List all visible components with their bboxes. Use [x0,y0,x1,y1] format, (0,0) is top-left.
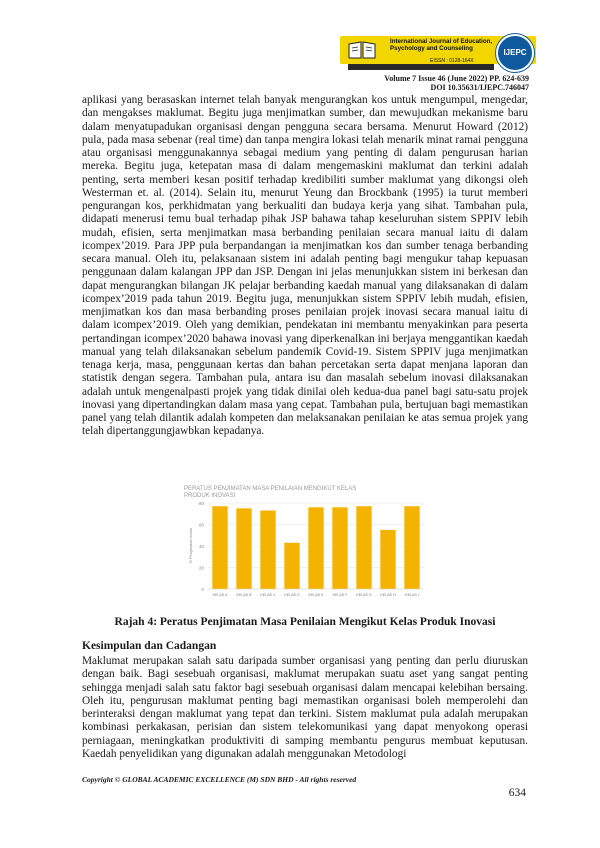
y-tick-label: 20 [198,565,204,571]
journal-logo-stripe [348,64,494,70]
y-tick-label: 80 [198,501,204,506]
bar-kelas-h [380,530,395,589]
page-number: 634 [508,787,526,799]
bar-kelas-i [404,506,419,589]
journal-badge: IJEPC [496,34,534,72]
x-tick-label: KELAS H [380,593,396,597]
bar-chart [178,481,432,613]
x-tick-label: KELAS B [236,593,252,597]
x-tick-label: KELAS F [332,593,348,597]
x-tick-label: KELAS C [260,593,276,597]
x-tick-label: KELAS E [308,593,324,597]
x-tick-label: KELAS I [405,593,419,597]
volume-line: Volume 7 Issue 46 (June 2022) PP. 624-639 [384,74,529,83]
doi-line: DOI 10.35631/IJEPC.746047 [430,83,529,92]
y-tick-label: 60 [198,522,204,528]
y-tick-label: 40 [198,544,204,549]
book-logo-icon [347,40,377,60]
copyright-notice: Copyright © GLOBAL ACADEMIC EXCELLENCE (M) SDN BHD - All rights reserved [82,775,357,784]
body-paragraph-2: Maklumat merupakan salah satu daripada sumber organisasi yang penting dan perlu diuruskan dengan baik. Bagi sesebuah organisasi, maklumat merupakan suatu aset yang sangat penting sehingga menjadi salah satu faktor bagi sesebuah organisasi dalam mencapai kelebihan bersaing. Oleh itu, pengurusan maklumat penting bagi memastikan organisasi boleh memperolehi dan berinteraksi dengan maklumat yang tepat dan terkini. Sistem maklumat pula adalah merupakan kombinasi perkakasan, perisian dan sistem telekomunikasi yang dapat menyokong operasi perniagaan, meningkatkan produktiviti di samping membantu pengurus membuat keputusan. Kaedah penyelidikan yang digunakan adalah menggunakan Metodologi [82,655,528,760]
y-axis-label: % Penjimatan masa [188,528,193,564]
body-paragraph-1: aplikasi yang berasaskan internet telah banyak mengurangkan kos untuk mengumpul, mengedar, dan mengakses maklumat. Begitu juga menjimatkan sumber, dan mewujudkan mekanisme baru dalam menyatupadukan organisasi dengan pengguna secara bersama. Menurut Howard (2012) pula, pada masa sebenar (real time) dan tanpa mengira lokasi telah menarik minat ramai pengguna atau organisasi menggunakannya sebagai medium yang penting di dalam pengurusan harian mereka. Begitu juga, ketepatan masa di dalam mengemaskini maklumat dan terkini adalah penting, serta memberi kesan positif terhadap kredibiliti sumber maklumat yang dikongsi oleh Westerman et. al. (2014). Selain itu, menurut Yeung dan Brockbank (1995) ia turut memberi pengurangan kos, perkhidmatan yang berkualiti dan budaya kerja yang sihat. Tambahan pula, didapati menerusi temu bual terhadap pihak JSP bahawa tahap keseluruhan sistem SPPIV lebih mudah, efisien, serta menjimatkan masa berbanding penilaian secara manual iaitu di dalam icompex’2019. Para JPP pula berpandangan ia menjimatkan kos dan sumber tenaga berbanding secara manual. Oleh itu, pelaksanaan sistem ini adalah penting bagi mengukur tahap kepuasan penggunaan dalam kalangan JPP dan JSP. Dengan ini jelas menunjukkan sistem ini berkesan dan dapat mengurangkan bilangan JK pelajar berbanding kaedah manual yang dilaksanakan di dalam icompex’2019 pada tahun 2019. Begitu juga, menunjukkan sistem SPPIV lebih mudah, efisien, menjimatkan kos dan masa berbanding proses penilaian projek inovasi secara manual iaitu di dalam icompex’2019. Oleh yang demikian, pendekatan ini membantu menyakinkan para peserta pertandingan icompex’2020 bahawa inovasi yang diperkenalkan ini berjaya menggantikan kaedah manual yang telah dilaksanakan sebelum pandemik Covid-19. Sistem SPPIV juga menjimatkan tenaga kerja, masa, penggunaan kertas dan bahan percetakan serta dapat menjana laporan dan statistik dengan segera. Tambahan pula, antara isu dan masalah sebelum inovasi dilaksanakan adalah untuk mengenalpasti projek yang tidak dinilai oleh kedua-dua panel bagi satu-satu projek inovasi yang dipertandingkan dalam masa yang cepat. Tambahan pula, bertujuan bagi memastikan panel yang telah dilantik adalah kompeten dan melaksanakan penilaian ke atas semua projek yang telah dipertanggungjawbkan kepadanya. [82,94,528,438]
bar-kelas-f [332,507,347,589]
section-title: Kesimpulan dan Cadangan [82,640,217,652]
x-tick-label: KELAS A [212,593,228,597]
bar-kelas-g [356,506,371,589]
bar-kelas-a [212,506,227,589]
journal-name: International Journal of Education, Psychology and Counseling [390,38,493,52]
journal-eissn: EISSN : 0128-164X [430,58,474,64]
x-tick-label: KELAS D [284,593,300,597]
bar-kelas-e [308,507,323,589]
x-tick-label: KELAS G [356,593,372,597]
bar-kelas-b [236,508,251,589]
figure-caption: Rajah 4: Peratus Penjimatan Masa Penilaian Mengikut Kelas Produk Inovasi [114,616,496,628]
y-tick-label: 0 [201,587,204,592]
bar-kelas-c [260,511,275,589]
chart-title: PERATUS PENJIMATAN MASA PENILAIAN MENGIKUT KELAS PRODUK INOVASI [184,486,357,499]
bar-kelas-d [284,543,299,589]
